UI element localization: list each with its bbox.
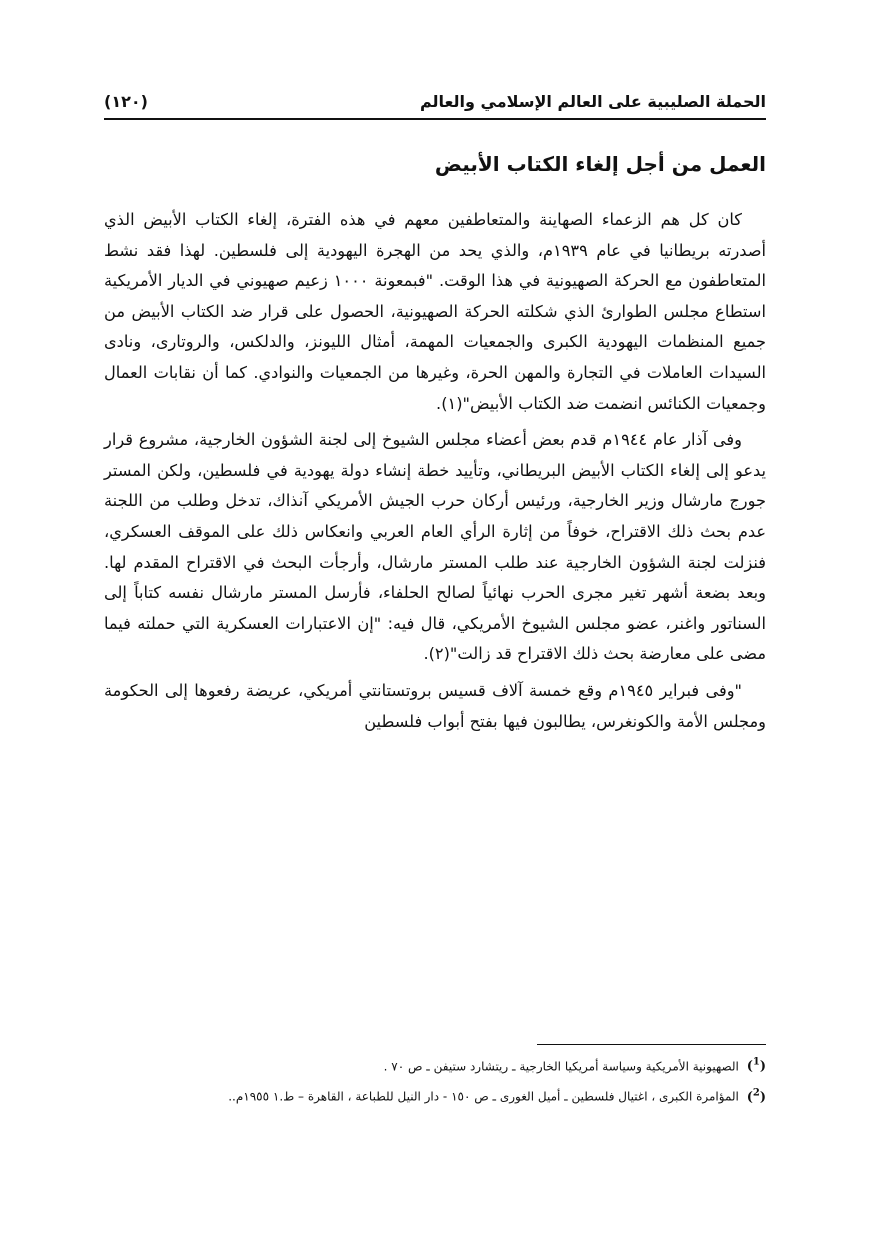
footnote-text: المؤامرة الكبرى ، اغتيال فلسطين ـ أميل الغورى ـ ص ١٥٠ - دار النيل للطباعة ، القاهرة – ط.١ ١٩٥٥م.. xyxy=(228,1089,739,1104)
running-header xyxy=(104,86,766,116)
footnote-text: الصهيونية الأمريكية وسياسة أمريكيا الخارجية ـ ريتشارد ستيفن ـ ص ٧٠ . xyxy=(383,1059,739,1074)
paragraph-2: وفى آذار عام ١٩٤٤م قدم بعض أعضاء مجلس الشيوخ إلى لجنة الشؤون الخارجية، مشروع قرار يدعو إلى إلغاء الكتاب الأبيض البريطاني، وتأييد خطة إنشاء دولة يهودية في فلسطين، ولكن المستر جورج مارشال وزير الخارجية، ورئيس أركان حرب الجيش الأمريكي آنذاك، تدخل وطلب من اللجنة عدم بحث ذلك الاقتراح، خوفاً من إثارة الرأي العام العربي وانعكاس ذلك على الموقف العسكري، فنزلت لجنة الشؤون الخارجية عند طلب المستر مارشال، وأرجأت البحث في الاقتراح المقدم لها. وبعد بضعة أشهر تغير مجرى الحرب نهائياً لصالح الحلفاء، فأرسل المستر مارشال نفسه كتاباً إلى السناتور واغنر، عضو مجلس الشيوخ الأمريكي، قال فيه: "إن الاعتبارات العسكرية التي حملته فيما مضى على معارضة بحث ذلك الاقتراح قد زالت"(٢). xyxy=(104,430,766,664)
page-number: (١٢٠) xyxy=(104,91,148,111)
footnote-number: 2 xyxy=(752,1087,760,1099)
footnote-marker: ($^2$) xyxy=(746,1087,766,1105)
section-title: العمل من أجل إلغاء الكتاب الأبيض xyxy=(434,152,766,176)
footnote-divider xyxy=(537,1044,766,1045)
paragraph-3: "وفى فبراير ١٩٤٥م وقع خمسة آلاف قسيس بروتستانتي أمريكي، عريضة رفعوها إلى الحكومة ومجلس الأمة والكونغرس، يطالبون فيها بفتح أبواب فلسطين xyxy=(104,680,766,731)
footnote-number: 1 xyxy=(752,1057,760,1068)
footnote-2 xyxy=(100,1080,766,1110)
header-divider xyxy=(104,118,766,120)
footnote-1 xyxy=(100,1050,766,1080)
paragraph-1: كان كل هم الزعماء الصهاينة والمتعاطفين معهم في هذه الفترة، إلغاء الكتاب الأبيض الذي أصدرته بريطانيا في عام ١٩٣٩م، والذي يحد من الهجرة اليهودية إلى فلسطين. لهذا فقد نشط المتعاطفون مع الحركة الصهيونية في هذا الوقت. "فبمعونة ١٠٠٠ زعيم صهيوني في الديار الأمريكية استطاع مجلس الطوارئ الذي شكلته الحركة الصهيونية، الحصول على قرار ضد الكتاب الأبيض من جميع المنظمات اليهودية الكبرى والجمعيات المهمة، أمثال الليونز، والدلكس، والروتارى، ونادى السيدات العاملات في التجارة والمهن الحرة، وغيرها من الجمعيات والنوادي. كما أن نقابات العمال وجمعيات الكنائس انضمت ضد الكتاب الأبيض"(١). xyxy=(104,210,766,413)
footnote-marker: ($^1$) xyxy=(746,1057,766,1075)
book-title: الحملة الصليبية على العالم الإسلامي والعالم xyxy=(419,91,766,111)
footnotes xyxy=(100,1050,766,1111)
body-text xyxy=(104,205,766,743)
